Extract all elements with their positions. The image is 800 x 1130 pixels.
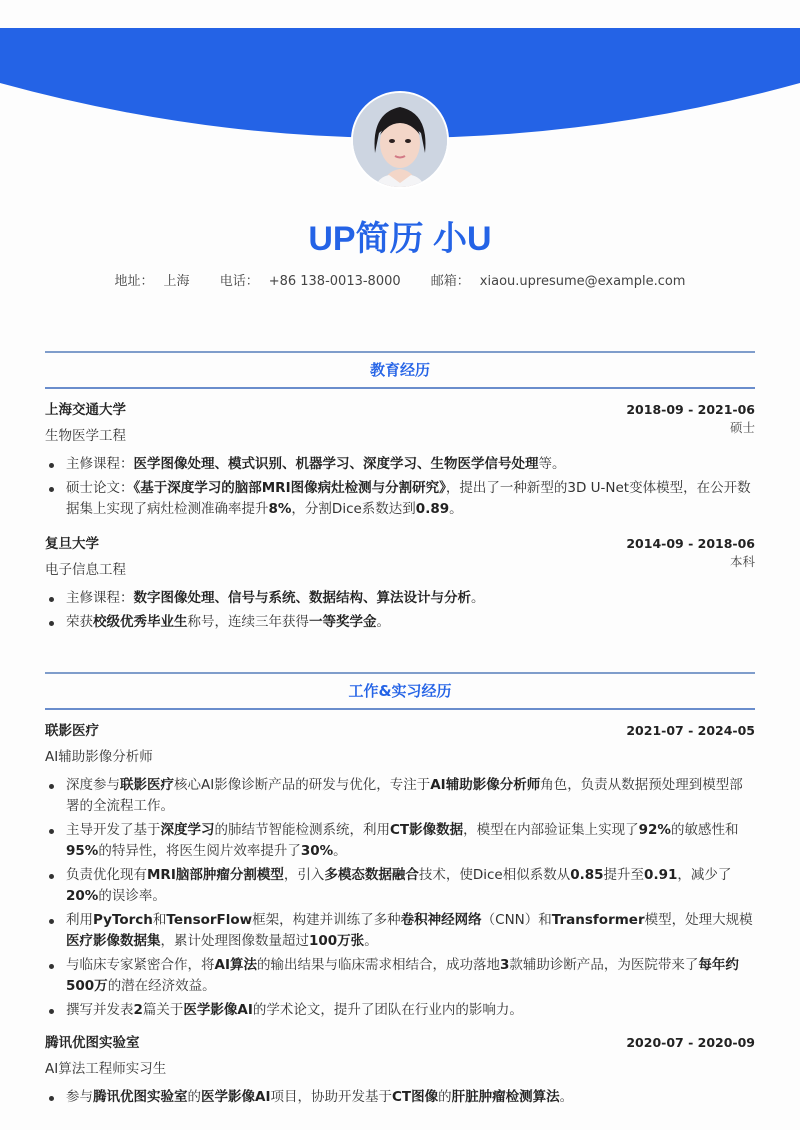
section-title: 教育经历 — [45, 351, 755, 389]
work-entry — [45, 719, 755, 1021]
education-entry — [45, 398, 755, 520]
bullet-item: 主修课程：数字图像处理、信号与系统、数据结构、算法设计与分析。 — [45, 588, 755, 609]
highlight-text: 95% — [66, 843, 99, 859]
highlight-text: 深度学习 — [160, 822, 215, 838]
highlight-text: 0.85 — [570, 867, 604, 883]
highlight-text: 每年约500万 — [66, 957, 739, 994]
highlight-text: 肝脏肿瘤检测算法 — [451, 1089, 560, 1105]
highlight-text: TensorFlow — [166, 912, 253, 928]
company-name: 腾讯优图实验室 — [45, 1035, 140, 1051]
job-title: AI算法工程师实习生 — [45, 1061, 167, 1077]
bullet-list — [45, 588, 755, 633]
highlight-text: 30% — [300, 843, 334, 859]
contact-phone: 电话： +86 138-0013-8000 — [219, 274, 401, 289]
company-name: 联影医疗 — [45, 723, 99, 739]
school-name: 复旦大学 — [45, 536, 99, 552]
highlight-text: PyTorch — [93, 912, 153, 928]
highlight-text: 数字图像处理、信号与系统、数据结构、算法设计与分析 — [133, 590, 471, 606]
date-range: 2021-07 - 2024-05 — [626, 723, 755, 738]
avatar — [351, 91, 449, 189]
bullet-list — [45, 775, 755, 1021]
highlight-text: 医学影像AI — [201, 1089, 271, 1105]
highlight-text: AI辅助影像分析师 — [430, 777, 541, 793]
highlight-text: 100万张 — [309, 933, 365, 949]
work-section — [45, 672, 755, 1111]
contact-info — [0, 270, 800, 289]
bullet-list — [45, 1087, 755, 1108]
contact-email: 邮箱： xiaou.upresume@example.com — [430, 274, 686, 289]
highlight-text: 0.91 — [644, 867, 678, 883]
bullet-item: 参与腾讯优图实验室的医学影像AI项目，协助开发基于CT图像的肝脏肿瘤检测算法。 — [45, 1087, 755, 1108]
education-entry — [45, 532, 755, 633]
highlight-text: MRI脑部肿瘤分割模型 — [147, 867, 284, 883]
degree: 本科 — [729, 554, 755, 569]
avatar-photo-icon — [353, 93, 447, 187]
highlight-text: 0.89 — [415, 501, 450, 517]
highlight-text: 联影医疗 — [120, 777, 174, 793]
highlight-text: 一等奖学金 — [309, 614, 377, 630]
date-range: 2018-09 - 2021-06 — [626, 402, 755, 417]
bullet-item: 主修课程：医学图像处理、模式识别、机器学习、深度学习、生物医学信号处理等。 — [45, 454, 755, 475]
highlight-text: 多模态数据融合 — [324, 867, 419, 883]
date-range: 2014-09 - 2018-06 — [626, 536, 755, 551]
work-entry — [45, 1031, 755, 1108]
bullet-item: 与临床专家紧密合作，将AI算法的输出结果与临床需求相结合，成功落地3款辅助诊断产品，为医院带来了每年约500万的潜在经济效益。 — [45, 955, 755, 997]
bullet-item: 利用PyTorch和TensorFlow框架，构建并训练了多种卷积神经网络（CNN）和Transformer模型，处理大规模医疗影像数据集，累计处理图像数量超过100万张。 — [45, 910, 755, 952]
job-title: AI辅助影像分析师 — [45, 749, 153, 765]
highlight-text: 2 — [133, 1002, 143, 1018]
section-title: 工作&实习经历 — [45, 672, 755, 710]
bullet-list — [45, 454, 755, 520]
bullet-item: 深度参与联影医疗核心AI影像诊断产品的研发与优化，专注于AI辅助影像分析师角色，负责从数据预处理到模型部署的全流程工作。 — [45, 775, 755, 817]
highlight-text: 92% — [638, 822, 671, 838]
bullet-item: 主导开发了基于深度学习的肺结节智能检测系统，利用CT影像数据，模型在内部验证集上实现了92%的敏感性和95%的特异性，将医生阅片效率提升了30%。 — [45, 820, 755, 862]
date-range: 2020-07 - 2020-09 — [626, 1035, 755, 1050]
highlight-text: 《基于深度学习的脑部MRI图像病灶检测与分割研究》 — [133, 480, 446, 496]
major: 生物医学工程 — [45, 428, 126, 444]
highlight-text: CT图像 — [391, 1089, 439, 1105]
highlight-text: 医学影像AI — [183, 1002, 253, 1018]
major: 电子信息工程 — [45, 562, 126, 578]
highlight-text: CT影像数据 — [390, 822, 464, 838]
bullet-item: 撰写并发表2篇关于医学影像AI的学术论文，提升了团队在行业内的影响力。 — [45, 1000, 755, 1021]
highlight-text: 20% — [66, 888, 99, 904]
bullet-item: 荣获校级优秀毕业生称号，连续三年获得一等奖学金。 — [45, 612, 755, 633]
highlight-text: 3 — [499, 957, 510, 973]
degree: 硕士 — [729, 420, 755, 435]
highlight-text: Transformer — [551, 912, 645, 928]
contact-address: 地址： 上海 — [114, 274, 190, 289]
education-section — [45, 351, 755, 636]
candidate-name: UP简历 小U — [308, 220, 492, 258]
highlight-text: 医学图像处理、模式识别、机器学习、深度学习、生物医学信号处理 — [133, 456, 539, 472]
highlight-text: 卷积神经网络 — [400, 912, 482, 928]
school-name: 上海交通大学 — [45, 402, 126, 418]
bullet-item: 硕士论文：《基于深度学习的脑部MRI图像病灶检测与分割研究》，提出了一种新型的3D U-Net变体模型，在公开数据集上实现了病灶检测准确率提升8%，分割Dice系数达到0.89。 — [45, 478, 755, 520]
highlight-text: 8% — [268, 501, 292, 517]
bullet-item: 负责优化现有MRI脑部肿瘤分割模型，引入多模态数据融合技术，使Dice相似系数从0.85提升至0.91，减少了20%的误诊率。 — [45, 865, 755, 907]
highlight-text: 校级优秀毕业生 — [93, 614, 188, 630]
highlight-text: AI算法 — [214, 957, 257, 973]
highlight-text: 腾讯优图实验室 — [93, 1089, 188, 1105]
highlight-text: 医疗影像数据集 — [66, 933, 161, 949]
